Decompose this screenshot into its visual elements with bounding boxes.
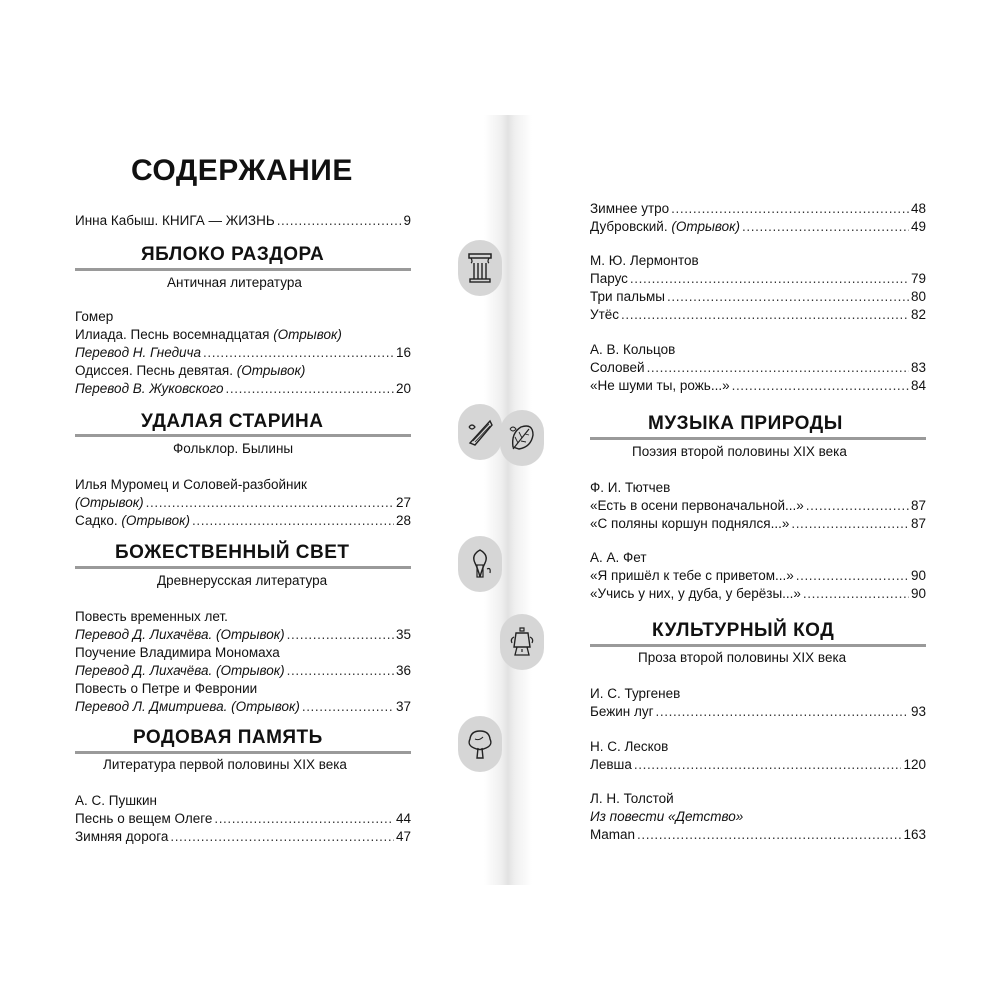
entry-title: Повесть временных лет. <box>75 609 228 624</box>
entry-title: Инна Кабыш. КНИГА — ЖИЗНЬ <box>75 213 275 228</box>
entry-note: (Отрывок) <box>121 513 191 528</box>
entry-page: 82 <box>910 307 926 322</box>
leaf-icon <box>507 421 537 455</box>
column-icon <box>465 251 495 285</box>
entry-page: 87 <box>910 516 926 531</box>
section-subtitle: Античная литература <box>167 275 302 290</box>
entry-page: 93 <box>910 704 926 719</box>
author: А. С. Пушкин <box>75 793 157 808</box>
entry-page: 44 <box>395 811 411 826</box>
toc-entry[interactable] <box>75 828 411 846</box>
page-title: СОДЕРЖАНИЕ <box>131 154 353 187</box>
toc-entry[interactable] <box>75 344 411 362</box>
toc-entry[interactable] <box>590 756 926 774</box>
entry-page: 9 <box>403 213 411 228</box>
entry-page: 90 <box>910 568 926 583</box>
section-title: ЯБЛОКО РАЗДОРА <box>141 244 325 265</box>
toc-entry[interactable] <box>590 703 926 721</box>
entry-note: (Отрывок) <box>671 219 741 234</box>
entry-title: «Есть в осени первоначальной...» <box>590 498 804 513</box>
entry-title: Одиссея. Песнь девятая. <box>75 363 233 378</box>
toc-entry[interactable] <box>590 218 926 236</box>
toc-entry[interactable] <box>75 698 411 716</box>
section-title: БОЖЕСТВЕННЫЙ СВЕТ <box>115 542 350 563</box>
entry-page: 80 <box>910 289 926 304</box>
entry-note: Из повести «Детство» <box>590 809 744 824</box>
entry-page: 163 <box>903 827 926 842</box>
toc-entry[interactable] <box>75 608 228 626</box>
entry-page: 16 <box>395 345 411 360</box>
section-subtitle: Фольклор. Былины <box>173 441 294 456</box>
section-subtitle: Литература первой половины XIX века <box>103 757 347 772</box>
author: Гомер <box>75 309 114 324</box>
section-rule <box>75 434 411 437</box>
author: М. Ю. Лермонтов <box>590 253 699 268</box>
entry-translation: Перевод Н. Гнедича <box>75 345 202 360</box>
tree-icon <box>465 727 495 761</box>
toc-entry[interactable] <box>75 644 280 662</box>
entry-page: 84 <box>910 378 926 393</box>
author: Л. Н. Толстой <box>590 791 674 806</box>
section-rule <box>75 268 411 271</box>
section-title: РОДОВАЯ ПАМЯТЬ <box>133 727 323 748</box>
entry-title: «Не шуми ты, рожь...» <box>590 378 730 393</box>
toc-entry[interactable] <box>75 680 257 698</box>
toc-entry[interactable] <box>75 380 411 398</box>
entry-title: Соловей <box>590 360 645 375</box>
gusli-icon <box>465 415 495 449</box>
entry-title: Maman <box>590 827 636 842</box>
toc-entry[interactable] <box>590 270 926 288</box>
author: Н. С. Лесков <box>590 739 669 754</box>
entry-title: «Учись у них, у дуба, у берёзы...» <box>590 586 801 601</box>
author: Ф. И. Тютчев <box>590 480 671 495</box>
toc-entry[interactable] <box>590 359 926 377</box>
entry-page: 35 <box>395 627 411 642</box>
entry-page: 37 <box>395 699 411 714</box>
section-tab <box>458 536 502 592</box>
entry-note: (Отрывок) <box>236 363 306 378</box>
toc-entry[interactable] <box>75 494 411 512</box>
entry-title: Парус <box>590 271 628 286</box>
section-rule <box>590 437 926 440</box>
section-tab <box>458 716 502 772</box>
section-title: КУЛЬТУРНЫЙ КОД <box>652 620 835 641</box>
toc-entry[interactable] <box>75 362 305 380</box>
entry-title: Левша <box>590 757 632 772</box>
entry-page: 48 <box>910 201 926 216</box>
entry-note: (Отрывок) <box>273 327 342 342</box>
entry-title: Зимнее утро <box>590 201 670 216</box>
section-tab <box>458 240 502 296</box>
entry-title: Три пальмы <box>590 289 666 304</box>
entry-page: 47 <box>395 829 411 844</box>
toc-entry[interactable] <box>75 512 411 530</box>
entry-translation: Перевод Д. Лихачёва. (Отрывок) <box>75 663 285 678</box>
entry-title: Дубровский. <box>590 219 668 234</box>
section-subtitle: Древнерусская литература <box>157 573 328 588</box>
toc-entry[interactable] <box>75 810 411 828</box>
section-title: УДАЛАЯ СТАРИНА <box>141 411 324 432</box>
toc-entry[interactable] <box>590 826 926 844</box>
left-page <box>75 0 411 1000</box>
entry-translation: Перевод В. Жуковского <box>75 381 224 396</box>
toc-entry[interactable] <box>75 212 411 230</box>
section-tab <box>458 404 502 460</box>
author: И. С. Тургенев <box>590 686 681 701</box>
entry-page: 87 <box>910 498 926 513</box>
entry-page: 20 <box>395 381 411 396</box>
entry-note: (Отрывок) <box>75 495 144 510</box>
entry-title: «С поляны коршун поднялся...» <box>590 516 790 531</box>
toc-entry[interactable] <box>590 515 926 533</box>
section-tab <box>500 410 544 466</box>
entry-page: 90 <box>910 586 926 601</box>
entry-title: Зимняя дорога <box>75 829 169 844</box>
entry-title: Повесть о Петре и Февронии <box>75 681 258 696</box>
entry-page: 79 <box>910 271 926 286</box>
section-rule <box>75 751 411 754</box>
section-subtitle: Поэзия второй половины XIX века <box>632 444 847 459</box>
section-subtitle: Проза второй половины XIX века <box>638 650 847 665</box>
samovar-icon <box>507 625 537 659</box>
author: А. В. Кольцов <box>590 342 676 357</box>
section-rule <box>75 566 411 569</box>
entry-page: 120 <box>903 757 926 772</box>
toc-entry[interactable] <box>590 306 926 324</box>
entry-title: Поучение Владимира Мономаха <box>75 645 280 660</box>
book-gutter <box>484 115 532 885</box>
entry-page: 28 <box>395 513 411 528</box>
right-page <box>590 0 926 1000</box>
toc-entry[interactable] <box>590 497 926 515</box>
church-icon <box>465 547 495 581</box>
entry-title: Садко. <box>75 513 118 528</box>
entry-title: «Я пришёл к тебе с приветом...» <box>590 568 794 583</box>
author: А. А. Фет <box>590 550 647 565</box>
section-title: МУЗЫКА ПРИРОДЫ <box>648 413 843 434</box>
toc-entry[interactable] <box>590 585 926 603</box>
toc-entry[interactable] <box>75 662 411 680</box>
toc-entry[interactable] <box>590 567 926 585</box>
toc-entry[interactable] <box>590 200 926 218</box>
entry-page: 49 <box>910 219 926 234</box>
entry-page: 36 <box>395 663 411 678</box>
entry-title: Илья Муромец и Соловей-разбойник <box>75 477 307 492</box>
entry-title: Песнь о вещем Олеге <box>75 811 213 826</box>
entry-page: 83 <box>910 360 926 375</box>
entry-translation: Перевод Д. Лихачёва. (Отрывок) <box>75 627 285 642</box>
toc-entry[interactable] <box>75 476 307 494</box>
section-tab <box>500 614 544 670</box>
entry-title: Бежин луг <box>590 704 654 719</box>
entry-page: 27 <box>395 495 411 510</box>
entry-translation: Перевод Л. Дмитриева. (Отрывок) <box>75 699 300 714</box>
toc-entry[interactable] <box>75 626 411 644</box>
entry-title: Илиада. Песнь восемнадцатая <box>75 327 270 342</box>
toc-entry[interactable] <box>590 288 926 306</box>
entry-title: Утёс <box>590 307 620 322</box>
toc-entry[interactable] <box>75 326 342 344</box>
section-rule <box>590 644 926 647</box>
toc-entry[interactable] <box>590 377 926 395</box>
